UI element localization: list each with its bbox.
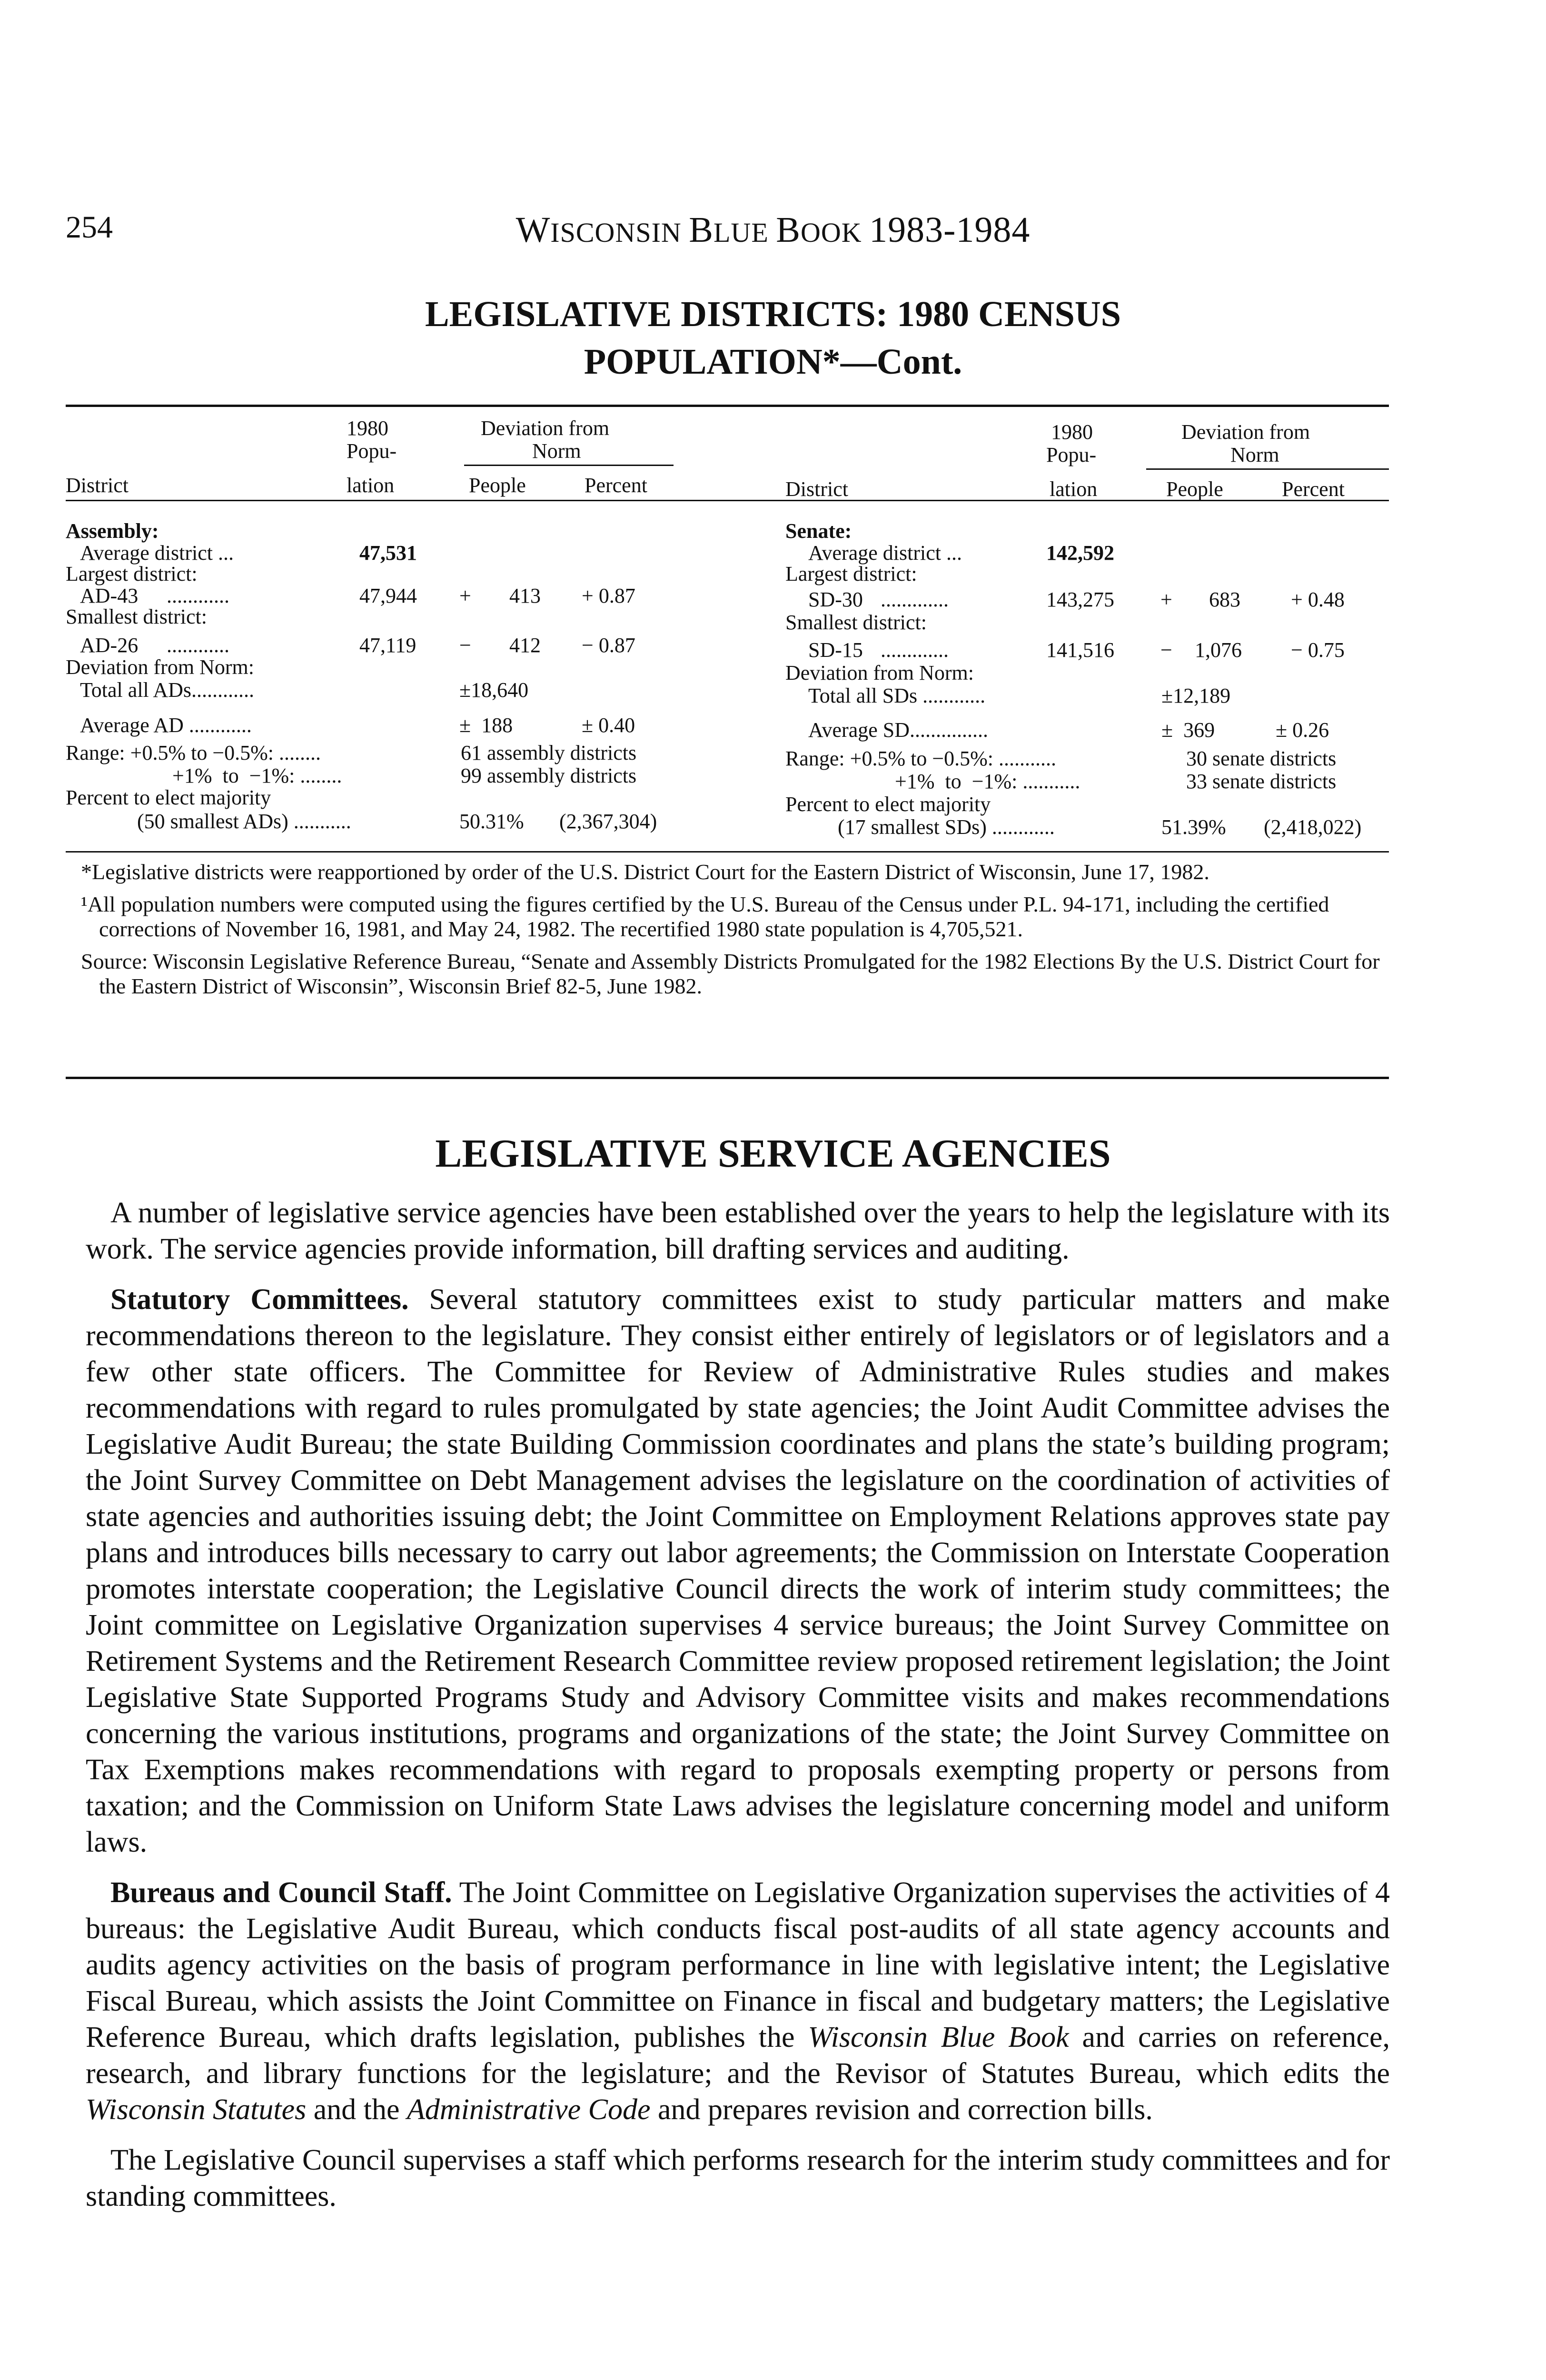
header-district-right: District	[785, 477, 848, 501]
header-norm-right: Norm	[1230, 443, 1279, 466]
assembly-avg-label: Average district ...	[80, 541, 234, 565]
statutory-text: Several statutory committees exist to study particular matters and make recommendations thereon to the legislature. They consist either entirely of legislators or of legislators and a few other state officers. The Committee for Review of Administrative Rules studies and makes recommendations with regard to rules promulgated by state agencies; the Joint Audit Committee advises the Legislative Audit Bureau; the state Building Commission coordinates and plans the state’s building program; the Joint Survey Committee on Debt Management advises the legislature on the coordination of activities of state agencies and authorities issuing debt; the Joint Committee on Employment Relations approves state pay plans and introduces bills necessary to carry out labor agreements; the Commission on Interstate Cooperation promotes interstate cooperation; the Legislative Council directs the work of interim study committees; the Joint committee on Legislative Organization supervises 4 service bureaus; the Joint Survey Committee on Retirement Systems and the Retirement Research Committee review proposed retirement legislation; the Joint Legislative State Supported Programs Study and Advisory Committee visits and makes recommendations concerning the various institutions, programs and organizations of the state; the Joint Survey Committee on Tax Exemptions makes recommendations with regard to proposals exempting property or persons from taxation; and the Commission on Uniform State Laws advises the legislature concerning model and uniform laws.	[86, 1283, 1390, 1858]
bureaus-statutes-title: Wisconsin Statutes	[86, 2093, 307, 2126]
running-head-rest-2: LUE	[714, 217, 776, 248]
bureaus-paragraph	[86, 1874, 1390, 2128]
header-1980-right: 1980	[1051, 420, 1093, 444]
senate-largest-percent: + 0.48	[1291, 588, 1345, 611]
header-people: People	[469, 474, 526, 497]
senate-majority-percent: 51.39%	[1161, 815, 1226, 839]
header-1980: 1980	[347, 416, 388, 440]
senate-smallest-label: Smallest district:	[785, 611, 927, 634]
bureaus-text-1: The Joint Committee on Legislative Organization supervises the activities of 4 bureaus: the Legislative Audit Bureau, which conducts fiscal post-audits of all state agency accounts and audits agency activities on the basis of program performance in line with legislative intent; the Legislative Fiscal Bureau, which assists the Joint Committee on Finance in fiscal and budgetary matters; the Legislative Reference Bureau, which drafts legislation, publishes the	[86, 1876, 1390, 2053]
senate-largest-dots: .............	[881, 588, 949, 611]
bureaus-heading: Bureaus and Council Staff.	[110, 1876, 452, 1909]
senate-smallest-percent: − 0.75	[1291, 638, 1345, 662]
assembly-smallest-percent: − 0.87	[582, 634, 635, 657]
bureaus-blue-book-title: Wisconsin Blue Book	[808, 2021, 1069, 2053]
section-title: LEGISLATIVE SERVICE AGENCIES	[435, 1131, 1111, 1176]
assembly-average-percent: ± 0.40	[582, 714, 635, 737]
senate-majority-sub: (17 smallest SDs) ............	[838, 815, 1055, 839]
assembly-smallest-label: Smallest district:	[66, 605, 207, 628]
table-bottom-rule	[66, 1077, 1389, 1079]
senate-smallest-dots: .............	[881, 638, 949, 662]
deviation-underline-left	[464, 465, 674, 466]
senate-average-label: Average SD...............	[808, 718, 988, 742]
running-head-rest-1: ISCONSIN	[550, 217, 689, 248]
senate-largest-people: 683	[1209, 588, 1240, 611]
assembly-largest-pop: 47,944	[359, 584, 417, 607]
assembly-range-label: Range: +0.5% to −0.5%: ........	[66, 741, 321, 764]
header-lation-right: lation	[1050, 477, 1098, 501]
bureaus-text-3: and the	[306, 2093, 407, 2126]
footnote-population: ¹All population numbers were computed using the figures certified by the U.S. Bureau of the Census under P.L. 94-171, including the certified corrections of November 16, 1981, and May 24, 1982. The recertified 1980 state population is 4,705,521.	[81, 892, 1329, 941]
assembly-heading: Assembly:	[66, 519, 159, 543]
assembly-largest-percent: + 0.87	[582, 584, 635, 607]
footnote-reapportioned: *Legislative districts were reapportioned by order of the U.S. District Court for the Eastern District of Wisconsin, June 17, 1982.	[81, 860, 1209, 884]
assembly-smallest-name: AD-26	[80, 634, 139, 657]
senate-average-people: ± 369	[1161, 718, 1215, 742]
statutory-heading: Statutory Committees.	[110, 1283, 409, 1316]
running-head-initial-2: B	[689, 210, 714, 250]
assembly-average-people: ± 188	[459, 714, 513, 737]
assembly-smallest-sign: −	[459, 634, 471, 657]
page-number: 254	[66, 210, 113, 245]
assembly-deviation-label: Deviation from Norm:	[66, 655, 254, 679]
senate-majority-pop: (2,418,022)	[1264, 815, 1362, 839]
council-paragraph: The Legislative Council supervises a staff which performs research for the interim study committees and for standing committees.	[86, 2144, 1390, 2212]
statutory-paragraph	[86, 1281, 1390, 1860]
table-title-line-1: LEGISLATIVE DISTRICTS: 1980 CENSUS	[425, 294, 1121, 334]
senate-heading: Senate:	[785, 519, 852, 543]
running-head-rest-3: OOK	[800, 217, 870, 248]
table-title	[0, 290, 1546, 386]
table-title-line-2: POPULATION*—Cont.	[584, 342, 962, 382]
assembly-largest-label: Largest district:	[66, 562, 198, 585]
senate-total-label: Total all SDs ............	[808, 684, 986, 707]
senate-largest-sign: +	[1160, 588, 1172, 611]
senate-smallest-pop: 141,516	[1046, 638, 1114, 662]
bureaus-admin-code-title: Administrative Code	[407, 2093, 651, 2126]
senate-largest-label: Largest district:	[785, 562, 917, 585]
assembly-smallest-pop: 47,119	[359, 634, 416, 657]
footnote-source: Source: Wisconsin Legislative Reference Bureau, “Senate and Assembly Districts Promulgated for the 1982 Elections By the U.S. District Court for the Eastern District of Wisconsin”, Wisconsin Brief 82-5, June 1982.	[81, 949, 1380, 998]
deviation-underline-right	[1146, 468, 1389, 470]
assembly-range2-label: +1% to −1%: ........	[172, 764, 342, 787]
header-percent: Percent	[585, 474, 647, 497]
bureaus-text-4: and prepares revision and correction bills.	[650, 2093, 1153, 2126]
header-norm: Norm	[532, 439, 581, 463]
assembly-largest-dots: ............	[167, 584, 229, 607]
running-head-initial-1: W	[515, 210, 551, 250]
assembly-range-value: 61 assembly districts	[461, 741, 637, 764]
bureaus-text-2: and carries on reference, research, and library functions for the legislature; and the Revisor of Statutes Bureau, which edits the	[86, 2021, 1390, 2090]
assembly-average-label: Average AD ............	[80, 714, 252, 737]
assembly-avg-value: 47,531	[359, 541, 417, 565]
footnote-rule	[66, 851, 1389, 853]
senate-average-percent: ± 0.26	[1276, 718, 1329, 742]
running-head-year: 1983-1984	[869, 210, 1031, 250]
assembly-total-label: Total all ADs............	[80, 678, 255, 702]
senate-smallest-people: 1,076	[1195, 638, 1242, 662]
intro-paragraph: A number of legislative service agencies have been established over the years to help the legislature with its work. The service agencies provide information, bill drafting services and auditing.	[86, 1197, 1390, 1265]
senate-smallest-sign: −	[1160, 638, 1172, 662]
table-top-rule	[66, 405, 1389, 407]
senate-deviation-label: Deviation from Norm:	[785, 661, 974, 684]
assembly-total-people: ±18,640	[459, 678, 529, 702]
header-district: District	[66, 474, 129, 497]
header-percent-right: Percent	[1282, 477, 1345, 501]
assembly-majority-pop: (2,367,304)	[559, 810, 657, 833]
assembly-largest-sign: +	[459, 584, 471, 607]
running-head-initial-3: B	[776, 210, 801, 250]
senate-range2-label: +1% to −1%: ...........	[895, 770, 1080, 793]
senate-range-label: Range: +0.5% to −0.5%: ...........	[785, 747, 1057, 770]
assembly-majority-label: Percent to elect majority	[66, 786, 271, 809]
assembly-smallest-people: 412	[509, 634, 541, 657]
header-popu: Popu-	[347, 439, 397, 463]
header-deviation-right: Deviation from	[1181, 420, 1310, 444]
footnotes	[81, 860, 1385, 999]
running-head	[0, 209, 1546, 251]
header-deviation: Deviation from	[481, 416, 610, 440]
senate-range-value: 30 senate districts	[1186, 747, 1337, 770]
senate-smallest-name: SD-15	[808, 638, 863, 662]
assembly-largest-people: 413	[509, 584, 541, 607]
assembly-largest-name: AD-43	[80, 584, 139, 607]
header-people-right: People	[1166, 477, 1223, 501]
assembly-majority-percent: 50.31%	[459, 810, 524, 833]
senate-largest-pop: 143,275	[1046, 588, 1114, 611]
header-popu-right: Popu-	[1046, 443, 1097, 466]
senate-majority-label: Percent to elect majority	[785, 793, 991, 816]
senate-avg-label: Average district ...	[808, 541, 962, 565]
senate-avg-value: 142,592	[1046, 541, 1114, 565]
assembly-smallest-dots: ............	[167, 634, 229, 657]
assembly-range2-value: 99 assembly districts	[461, 764, 637, 787]
senate-total-people: ±12,189	[1161, 684, 1231, 707]
section-body	[86, 1195, 1390, 2229]
assembly-majority-sub: (50 smallest ADs) ...........	[137, 810, 351, 833]
senate-range2-value: 33 senate districts	[1186, 770, 1337, 793]
senate-largest-name: SD-30	[808, 588, 863, 611]
header-lation: lation	[347, 474, 395, 497]
